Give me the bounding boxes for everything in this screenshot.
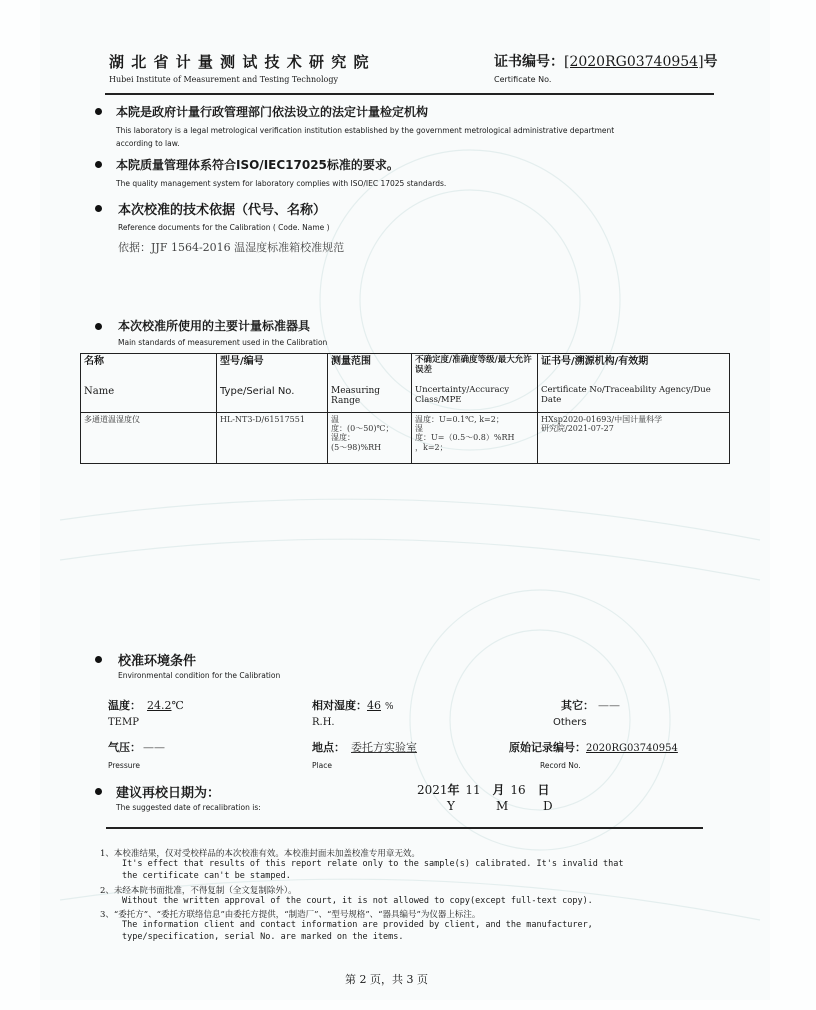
- certificate-label-cn: 证书编号：: [494, 54, 564, 70]
- col-certificate-cn: 证书号/溯源机构/有效期: [538, 354, 730, 385]
- reference-basis: 依据：JJF 1564-2016 温湿度标准箱校准规范: [118, 241, 345, 254]
- bullet-icon: [95, 656, 102, 663]
- col-range-cn: 测量范围: [328, 354, 412, 385]
- recal-m-label: M: [496, 799, 509, 813]
- place-field: [312, 739, 417, 755]
- place-value: 委托方实验室: [351, 741, 417, 754]
- certificate-suffix: 号: [703, 54, 718, 70]
- cell-certificate: [538, 413, 730, 464]
- temperature-label-en: TEMP: [108, 717, 139, 728]
- cell-type: HL-NT3-D/61517551: [217, 413, 328, 464]
- pressure-label-en: Pressure: [108, 761, 141, 770]
- cell-name: 多通道温湿度仪: [81, 413, 217, 464]
- col-type-en: Type/Serial No.: [217, 384, 328, 413]
- recal-label-en: The suggested date of recalibration is:: [116, 803, 261, 812]
- statement-legal-cn: 本院是政府计量行政管理部门依法设立的法定计量检定机构: [116, 105, 429, 119]
- standards-heading-cn: 本次校准所使用的主要计量标准器具: [118, 319, 311, 333]
- temperature-label: 温度：: [108, 699, 141, 712]
- note-2-cn: 2、未经本院书面批准，不得复制（全文复制除外）。: [100, 886, 297, 896]
- cell-certificate-line: 研究院/2021-07-27: [541, 424, 614, 434]
- cell-range: [328, 413, 412, 464]
- record-label: 原始记录编号：: [509, 741, 586, 754]
- table-header-row-en: [81, 384, 730, 413]
- notes-rule: [106, 827, 703, 829]
- record-value: 2020RG03740954: [586, 743, 678, 754]
- others-label: 其它：: [561, 699, 594, 712]
- others-label-en: Others: [553, 717, 587, 728]
- bullet-icon: [95, 108, 102, 115]
- others-field: [561, 697, 620, 713]
- statement-legal-en: This laboratory is a legal metrological verification institution established by the government metrological administrative department: [116, 126, 615, 135]
- statement-legal-en-cont: according to law.: [116, 139, 180, 148]
- cell-uncertainty-line: 度：U=（0.5～0.8）%RH: [415, 433, 515, 443]
- note-3-en-cont: type/specification, serial No. are marked on the items.: [122, 932, 404, 942]
- institute-name-en: Hubei Institute of Measurement and Testing Technology: [109, 75, 338, 84]
- pressure-label: 气压：: [108, 741, 141, 754]
- note-1-cn: 1、本校准结果，仅对受校样品的本次校准有效。本校准封面未加盖校准专用章无效。: [100, 849, 420, 859]
- col-range-en: Measuring Range: [328, 384, 412, 413]
- recal-date: [417, 781, 549, 798]
- table-row: [81, 413, 730, 464]
- col-name-cn: 名称: [81, 354, 217, 385]
- col-uncertainty-cn: 不确定度/准确度等级/最大允许误差: [412, 354, 538, 385]
- col-certificate-en: Certificate No/Traceability Agency/Due Date: [538, 384, 730, 413]
- recal-month-unit: 月: [492, 783, 505, 797]
- humidity-unit: %: [385, 702, 394, 712]
- note-2-en: Without the written approval of the court, it is not allowed to copy(except full-text copy).: [122, 896, 593, 906]
- humidity-field: [312, 697, 394, 713]
- cell-range-line: 温: [331, 415, 339, 424]
- recal-y-label: Y: [447, 799, 455, 813]
- temperature-unit: ℃: [171, 699, 184, 712]
- humidity-label-en: R.H.: [312, 717, 335, 728]
- environment-heading-cn: 校准环境条件: [118, 654, 197, 669]
- cell-certificate-line: HXsp2020-01693/中国计量科学: [541, 415, 663, 424]
- others-value: ——: [598, 699, 620, 712]
- reference-heading-cn: 本次校准的技术依据（代号、名称）: [118, 203, 327, 218]
- recal-month: 11: [465, 783, 481, 797]
- record-label-en: Record No.: [540, 761, 581, 770]
- pressure-field: [108, 739, 165, 755]
- humidity-label: 相对湿度：: [312, 699, 367, 712]
- environment-heading-en: Environmental condition for the Calibration: [118, 671, 281, 680]
- place-label-en: Place: [312, 761, 332, 770]
- certificate-number-value: [2020RG03740954]: [564, 54, 704, 70]
- table-header-row: [81, 354, 730, 385]
- record-field: [509, 739, 678, 755]
- col-uncertainty-en: Uncertainty/Accuracy Class/MPE: [412, 384, 538, 413]
- certificate-label-en: Certificate No.: [494, 75, 552, 84]
- header-rule: [105, 93, 714, 95]
- statement-quality-en: The quality management system for laboratory complies with ISO/IEC 17025 standards.: [116, 179, 447, 188]
- note-1-en: It's effect that results of this report relate only to the sample(s) calibrated. It's invalid that: [122, 859, 624, 869]
- cell-uncertainty-line: 湿: [415, 424, 423, 434]
- temperature-field: [108, 697, 184, 713]
- col-name-en: Name: [81, 384, 217, 413]
- bullet-icon: [95, 161, 102, 168]
- standards-heading-en: Main standards of measurement used in the Calibration: [118, 338, 328, 347]
- place-label: 地点：: [312, 741, 345, 754]
- humidity-value: 46: [367, 699, 381, 712]
- recal-label-cn: 建议再校日期为：: [116, 786, 221, 801]
- temperature-value: 24.2: [147, 699, 172, 712]
- cell-range-line: 湿度：: [331, 433, 355, 443]
- bullet-icon: [95, 788, 102, 795]
- certificate-number: [494, 51, 718, 71]
- cell-range-line: (5～98)%RH: [331, 442, 382, 452]
- bullet-icon: [95, 205, 102, 212]
- reference-heading-en: Reference documents for the Calibration ( Code. Name ): [118, 223, 330, 232]
- cell-range-line: 度：(0～50)℃；: [331, 424, 394, 434]
- page-number: 第 2 页，共 3 页: [345, 973, 428, 986]
- cell-uncertainty-line: 温度：U=0.1℃, k=2；: [415, 415, 504, 424]
- standards-table: [80, 353, 730, 464]
- statement-quality-cn: 本院质量管理体系符合ISO/IEC17025标准的要求。: [116, 158, 399, 172]
- cell-uncertainty-line: ，k=2；: [415, 442, 448, 452]
- bullet-icon: [95, 323, 102, 330]
- note-3-cn: 3、“委托方”、“委托方联络信息”由委托方提供，“制造厂”、“型号规格”、“器具编号”为仪器上标注。: [100, 910, 481, 920]
- recal-day: 16: [510, 783, 526, 797]
- col-type-cn: 型号/编号: [217, 354, 328, 385]
- cell-uncertainty: [412, 413, 538, 464]
- note-3-en: The information client and contact information are provided by client, and the manufacturer,: [122, 920, 593, 930]
- recal-day-unit: 日: [537, 783, 550, 797]
- institute-name-cn: 湖 北 省 计 量 测 试 技 术 研 究 院: [109, 53, 370, 71]
- recal-year: 2021: [417, 783, 448, 797]
- note-1-en-cont: the certificate can't be stamped.: [122, 871, 291, 881]
- recal-d-label: D: [543, 799, 553, 813]
- pressure-value: ——: [143, 741, 165, 754]
- recal-year-unit: 年: [447, 783, 460, 797]
